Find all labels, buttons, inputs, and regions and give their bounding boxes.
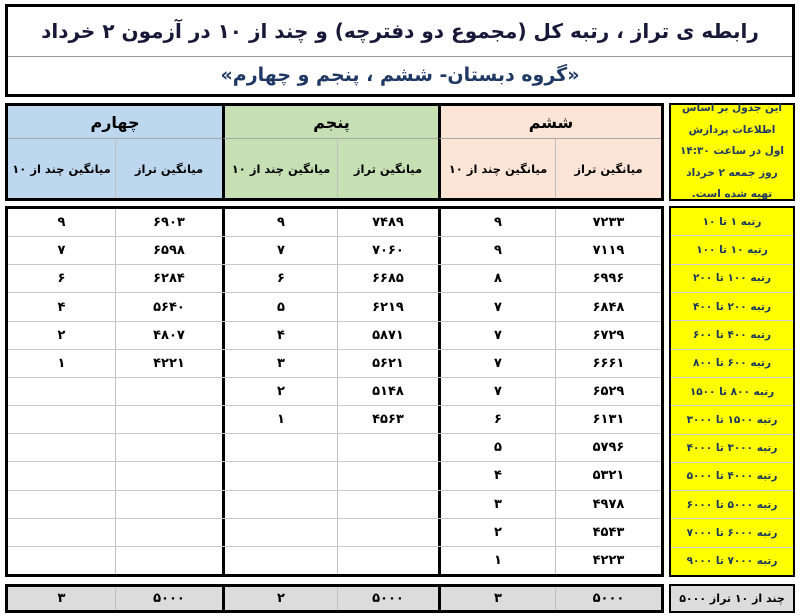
rank-label: رتبه ۳۰۰۰ تا ۴۰۰۰ [671,435,793,463]
rank-label: رتبه ۷۰۰۰ تا ۹۰۰۰ [686,555,778,568]
cell-chaharom-chand [8,491,115,518]
table-row [8,491,661,519]
subheader-panjom-chand: میانگین چند از ۱۰ [222,139,337,198]
cell-shishom-chand: ۳ [438,491,555,518]
cell-panjom-chand: ۹ [222,209,337,236]
cell-panjom-taraz: ۶۲۱۹ [337,293,438,320]
cell-panjom-taraz [337,434,438,461]
cell-shishom-chand: ۴ [438,462,555,489]
cell-panjom-chand: ۵ [222,293,337,320]
cell-shishom-taraz: ۶۷۲۹ [555,322,661,349]
rank-column [669,206,795,577]
table-row [8,462,661,490]
cell-shishom-taraz: ۶۱۳۱ [555,406,661,433]
cell-shishom-taraz: ۵۳۲۱ [555,462,661,489]
subheader-shishom-chand: میانگین چند از ۱۰ [438,139,555,198]
cell-shishom-chand: ۹ [438,237,555,264]
cell-shishom-chand: ۷ [438,378,555,405]
cell-chaharom-taraz [115,378,222,405]
footer-shishom-taraz: ۵۰۰۰ [555,587,661,610]
table-row [8,237,661,265]
cell-panjom-chand: ۷ [222,237,337,264]
cell-chaharom-chand [8,547,115,574]
table-row [8,293,661,321]
cell-panjom-taraz [337,519,438,546]
cell-shishom-chand: ۵ [438,434,555,461]
footer-chaharom-taraz: ۵۰۰۰ [115,587,222,610]
table-row [8,350,661,378]
column-gap [664,584,669,613]
rank-label: رتبه ۱۰۰ تا ۲۰۰ [671,265,793,293]
rank-label: رتبه ۱۰ تا ۱۰۰ [671,236,793,264]
table-row [8,322,661,350]
cell-panjom-taraz: ۷۰۶۰ [337,237,438,264]
subheader-chaharom-taraz: میانگین تراز [115,139,222,198]
data-grid [5,206,664,577]
cell-panjom-taraz [337,462,438,489]
subheader-chaharom-chand: میانگین چند از ۱۰ [8,139,115,198]
rank-label: رتبه ۲۰۰ تا ۴۰۰ [671,293,793,321]
cell-chaharom-chand [8,519,115,546]
cell-panjom-chand [222,491,337,518]
cell-shishom-taraz: ۴۹۷۸ [555,491,661,518]
column-gap [664,206,669,577]
cell-panjom-chand [222,462,337,489]
table-row [8,547,661,574]
rank-label: رتبه ۶۰۰۰ تا ۷۰۰۰ [671,519,793,547]
table-body-band [5,206,795,577]
cell-panjom-chand [222,434,337,461]
group-header-panjom: پنجم [222,106,438,139]
footer-grid [5,584,664,613]
rank-label: رتبه ۴۰۰۰ تا ۵۰۰۰ [671,463,793,491]
cell-shishom-chand: ۶ [438,406,555,433]
group-header-shishom: ششم [438,106,661,139]
cell-chaharom-chand: ۱ [57,355,66,371]
cell-panjom-chand: ۳ [222,350,337,377]
cell-shishom-taraz: ۶۶۶۱ [555,350,661,377]
cell-panjom-taraz: ۶۶۸۵ [337,265,438,292]
table-row [8,519,661,547]
cell-chaharom-taraz [115,406,222,433]
cell-chaharom-taraz [115,491,222,518]
cell-chaharom-taraz [115,462,222,489]
cell-chaharom-chand: ۴ [57,299,66,315]
cell-shishom-taraz: ۵۷۹۶ [555,434,661,461]
footer-shishom-chand: ۳ [438,587,555,610]
cell-shishom-chand: ۷ [438,293,555,320]
rank-label: رتبه ۴۰۰ تا ۶۰۰ [671,321,793,349]
cell-shishom-chand: ۹ [438,209,555,236]
group-header-chaharom: چهارم [8,106,222,139]
cell-chaharom-taraz: ۶۹۰۳ [115,209,222,236]
cell-chaharom-chand: ۲ [57,327,66,343]
cell-panjom-chand: ۴ [222,322,337,349]
cell-shishom-chand: ۲ [438,519,555,546]
cell-panjom-chand [222,519,337,546]
cell-shishom-taraz: ۷۱۱۹ [555,237,661,264]
cell-panjom-taraz: ۵۱۴۸ [337,378,438,405]
header-grid [5,103,664,201]
cell-shishom-taraz: ۶۸۴۸ [555,293,661,320]
cell-panjom-chand: ۲ [222,378,337,405]
cell-shishom-chand: ۷ [438,350,555,377]
cell-chaharom-chand [8,462,115,489]
page-title: رابطه ی تراز ، رتبه کل (مجموع دو دفترچه) و چند از ۱۰ در آزمون ۲ خرداد [8,7,792,57]
cell-panjom-taraz: ۷۴۸۹ [337,209,438,236]
table-footer-band [5,584,795,613]
cell-panjom-chand [222,547,337,574]
cell-chaharom-taraz [115,519,222,546]
cell-chaharom-chand: ۶ [57,271,66,287]
footer-panjom-chand: ۲ [222,587,337,610]
cell-panjom-taraz: ۴۵۶۳ [337,406,438,433]
table-header-band [5,103,795,201]
cell-panjom-taraz: ۵۶۲۱ [337,350,438,377]
cell-chaharom-chand [8,434,115,461]
cell-shishom-taraz: ۶۹۹۶ [555,265,661,292]
cell-shishom-chand: ۸ [438,265,555,292]
cell-chaharom-chand [8,406,115,433]
rank-label: رتبه ۶۰۰ تا ۸۰۰ [671,350,793,378]
column-gap [664,103,669,201]
cell-chaharom-taraz: ۶۲۸۴ [115,265,222,292]
table-row [8,406,661,434]
cell-chaharom-chand [8,378,115,405]
cell-panjom-chand: ۱ [222,406,337,433]
cell-chaharom-chand: ۷ [57,243,66,259]
table-row [8,434,661,462]
cell-chaharom-taraz: ۵۶۴۰ [115,293,222,320]
cell-chaharom-taraz: ۴۲۲۱ [115,350,222,377]
footer-chaharom-chand: ۳ [57,591,66,606]
cell-shishom-taraz: ۴۵۴۳ [555,519,661,546]
page-subtitle: «گروه دبستان- ششم ، پنجم و چهارم» [220,64,580,87]
rank-label: رتبه ۵۰۰۰ تا ۶۰۰۰ [671,491,793,519]
table-row [8,265,661,293]
table-row [8,378,661,406]
cell-chaharom-chand: ۹ [57,215,66,231]
rank-label: رتبه ۱۵۰۰ تا ۳۰۰۰ [671,406,793,434]
table-row [8,209,661,237]
cell-panjom-taraz [337,547,438,574]
info-note: این جدول بر اساس اطلاعات پردازش اول در ساعت ۱۴:۳۰ روز جمعه ۲ خرداد تهیه شده است. [669,103,795,201]
cell-chaharom-taraz: ۶۵۹۸ [115,237,222,264]
cell-panjom-taraz [337,491,438,518]
subheader-panjom-taraz: میانگین تراز [337,139,438,198]
footer-label: چند از ۱۰ تراز ۵۰۰۰ [669,584,795,613]
cell-shishom-chand: ۱ [438,547,555,574]
cell-shishom-taraz: ۴۲۲۳ [555,547,661,574]
subheader-row [8,139,661,198]
cell-chaharom-taraz [115,434,222,461]
footer-panjom-taraz: ۵۰۰۰ [337,587,438,610]
cell-panjom-chand: ۶ [222,265,337,292]
group-title-row [8,106,661,139]
cell-shishom-chand: ۷ [438,322,555,349]
subheader-shishom-taraz: میانگین تراز [555,139,661,198]
footer-row [8,587,661,610]
cell-chaharom-taraz: ۴۸۰۷ [115,322,222,349]
cell-shishom-taraz: ۷۲۳۳ [555,209,661,236]
cell-chaharom-taraz [115,547,222,574]
title-box [5,4,795,97]
rank-label: رتبه ۱ تا ۱۰ [671,208,793,236]
cell-shishom-taraz: ۶۵۲۹ [555,378,661,405]
cell-panjom-taraz: ۵۸۷۱ [337,322,438,349]
rank-label: رتبه ۸۰۰ تا ۱۵۰۰ [671,378,793,406]
